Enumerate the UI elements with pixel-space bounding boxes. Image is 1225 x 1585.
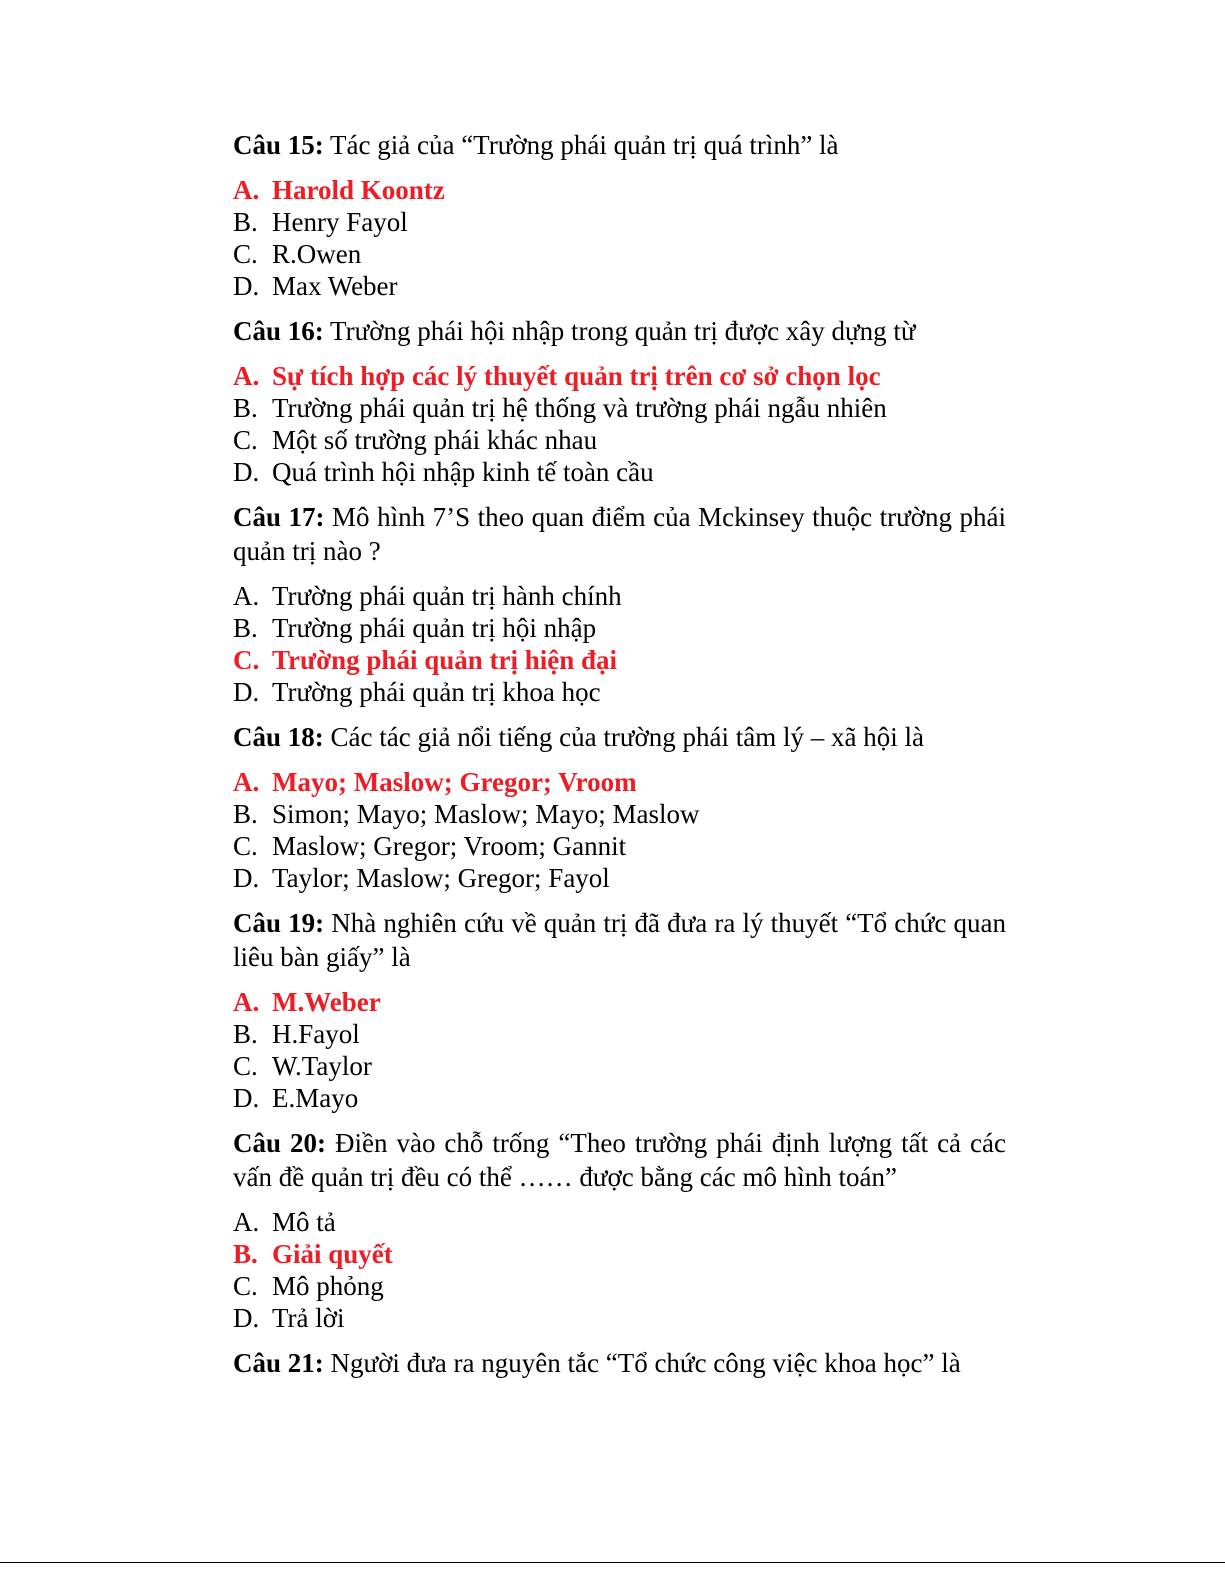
answer-options <box>233 1206 1006 1334</box>
option-letter: B. <box>233 613 258 643</box>
option-letter: C. <box>233 1051 258 1081</box>
option-text: M.Weber <box>272 987 381 1017</box>
option-text: Trường phái quản trị hiện đại <box>272 645 618 675</box>
question-stem: Trường phái hội nhập trong quản trị được xây dựng từ <box>323 316 916 346</box>
option-text: Harold Koontz <box>272 175 445 205</box>
question-text <box>233 500 1006 568</box>
option-c <box>233 830 1006 862</box>
option-letter: A. <box>233 361 260 391</box>
question-stem: Nhà nghiên cứu về quản trị đã đưa ra lý thuyết “Tổ chức quan liêu bàn giấy” là <box>233 908 1006 972</box>
option-letter: B. <box>233 207 258 237</box>
question-stem: Các tác giả nổi tiếng của trường phái tâm lý – xã hội là <box>323 722 925 752</box>
question-text <box>233 314 1006 348</box>
question-16 <box>233 314 1006 488</box>
option-c <box>233 424 1006 456</box>
option-text: Trường phái quản trị hành chính <box>272 581 622 611</box>
answer-options <box>233 580 1006 708</box>
question-17 <box>233 500 1006 708</box>
option-letter: D. <box>233 271 260 301</box>
option-letter: A. <box>233 767 260 797</box>
question-label: Câu 15: <box>233 130 324 160</box>
option-text: Một số trường phái khác nhau <box>272 425 598 455</box>
option-a <box>233 1206 1006 1238</box>
option-c <box>233 1270 1006 1302</box>
option-d <box>233 1302 1006 1334</box>
option-letter: A. <box>233 581 260 611</box>
option-b-correct <box>233 1238 1006 1270</box>
option-text: Henry Fayol <box>272 207 408 237</box>
option-d <box>233 1082 1006 1114</box>
option-letter: A. <box>233 1207 260 1237</box>
option-letter: B. <box>233 799 258 829</box>
question-text <box>233 906 1006 974</box>
option-letter: D. <box>233 677 260 707</box>
option-text: H.Fayol <box>272 1019 360 1049</box>
option-letter: D. <box>233 863 260 893</box>
option-a-correct <box>233 360 1006 392</box>
option-text: Max Weber <box>272 271 398 301</box>
option-text: Trả lời <box>272 1303 345 1333</box>
option-b <box>233 392 1006 424</box>
question-21 <box>233 1346 1006 1380</box>
option-letter: D. <box>233 457 260 487</box>
question-stem: Điền vào chỗ trống “Theo trường phái định lượng tất cả các vấn đề quản trị đều có thể …… được bằng các mô hình toán” <box>233 1128 1006 1192</box>
option-d <box>233 676 1006 708</box>
option-letter: B. <box>233 393 258 423</box>
question-text <box>233 128 1006 162</box>
option-b <box>233 206 1006 238</box>
option-c <box>233 1050 1006 1082</box>
question-label: Câu 19: <box>233 908 325 938</box>
option-a <box>233 580 1006 612</box>
option-text: Giải quyết <box>272 1239 393 1269</box>
question-stem: Người đưa ra nguyên tắc “Tổ chức công việc khoa học” là <box>323 1348 961 1378</box>
option-b <box>233 612 1006 644</box>
option-text: W.Taylor <box>272 1051 372 1081</box>
question-label: Câu 16: <box>233 316 324 346</box>
document-page <box>233 128 1006 1392</box>
option-d <box>233 862 1006 894</box>
option-letter: C. <box>233 831 258 861</box>
answer-options <box>233 174 1006 302</box>
option-text: E.Mayo <box>272 1083 359 1113</box>
option-text: Trường phái quản trị hệ thống và trường phái ngẫu nhiên <box>272 393 887 423</box>
answer-options <box>233 986 1006 1114</box>
option-a-correct <box>233 174 1006 206</box>
option-letter: B. <box>233 1019 258 1049</box>
option-d <box>233 270 1006 302</box>
option-a-correct <box>233 766 1006 798</box>
question-label: Câu 17: <box>233 502 325 532</box>
question-text <box>233 1346 1006 1380</box>
answer-options <box>233 360 1006 488</box>
answer-options <box>233 766 1006 894</box>
option-letter: A. <box>233 175 260 205</box>
question-stem: Tác giả của “Trường phái quản trị quá trình” là <box>323 130 839 160</box>
option-text: Trường phái quản trị hội nhập <box>272 613 597 643</box>
option-letter: D. <box>233 1083 260 1113</box>
option-letter: C. <box>233 645 260 675</box>
option-text: R.Owen <box>272 239 362 269</box>
question-label: Câu 21: <box>233 1348 324 1378</box>
option-letter: B. <box>233 1239 258 1269</box>
question-text <box>233 1126 1006 1194</box>
option-text: Taylor; Maslow; Gregor; Fayol <box>272 863 610 893</box>
question-label: Câu 18: <box>233 722 324 752</box>
question-20 <box>233 1126 1006 1334</box>
option-b <box>233 1018 1006 1050</box>
option-b <box>233 798 1006 830</box>
option-text: Mô tả <box>272 1207 336 1237</box>
option-text: Maslow; Gregor; Vroom; Gannit <box>272 831 627 861</box>
question-label: Câu 20: <box>233 1128 326 1158</box>
option-letter: C. <box>233 239 258 269</box>
option-c <box>233 238 1006 270</box>
option-text: Sự tích hợp các lý thuyết quản trị trên cơ sở chọn lọc <box>272 361 881 391</box>
question-stem: Mô hình 7’S theo quan điểm của Mckinsey thuộc trường phái quản trị nào ? <box>233 502 1006 566</box>
page-bottom-rule <box>0 1562 1225 1563</box>
option-letter: C. <box>233 425 258 455</box>
option-letter: C. <box>233 1271 258 1301</box>
option-letter: D. <box>233 1303 260 1333</box>
option-d <box>233 456 1006 488</box>
question-15 <box>233 128 1006 302</box>
option-text: Mayo; Maslow; Gregor; Vroom <box>272 767 637 797</box>
option-text: Mô phỏng <box>272 1271 384 1301</box>
question-19 <box>233 906 1006 1114</box>
option-a-correct <box>233 986 1006 1018</box>
option-text: Simon; Mayo; Maslow; Mayo; Maslow <box>272 799 700 829</box>
option-text: Quá trình hội nhập kinh tế toàn cầu <box>272 457 654 487</box>
option-letter: A. <box>233 987 260 1017</box>
option-text: Trường phái quản trị khoa học <box>272 677 601 707</box>
question-18 <box>233 720 1006 894</box>
option-c-correct <box>233 644 1006 676</box>
question-text <box>233 720 1006 754</box>
